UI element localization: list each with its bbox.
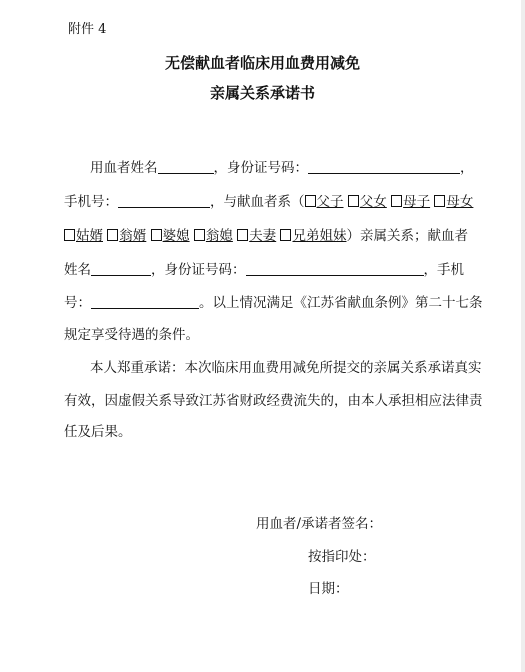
checkbox-father-daughter[interactable]: [348, 195, 359, 207]
donor-phone-line: [64, 291, 483, 311]
checkbox-mother-in-law-daughter-in-law[interactable]: [151, 229, 162, 241]
signer-label: 用血者/承诺者签名：: [256, 516, 383, 532]
fingerprint-label: 按指印处：: [308, 549, 376, 565]
pledge-line2: 有效，因虚假关系导致江苏省财政经费流失的，由本人承担相应法律责: [64, 393, 483, 409]
donor-info-line: [64, 258, 464, 278]
option-siblings: 兄弟姐妹: [292, 228, 347, 244]
donor-name-blank[interactable]: [91, 261, 151, 276]
option-mother-daughter: 母女: [446, 194, 474, 210]
checkbox-spouse[interactable]: [237, 229, 248, 241]
pledge-line3: 任及后果。: [64, 424, 132, 440]
donor-id-label: ，身份证号码：: [151, 262, 246, 278]
recipient-name-label: 用血者姓名: [90, 160, 158, 176]
option-father-in-law-son-in-law: 翁婿: [119, 228, 147, 244]
checkbox-siblings[interactable]: [280, 229, 291, 241]
recipient-name-blank[interactable]: [158, 159, 214, 174]
checkbox-father-in-law-son-in-law[interactable]: [107, 229, 118, 241]
recipient-info-line: [90, 156, 474, 176]
pledge-line1: 本人郑重承诺：本次临床用血费用减免所提交的亲属关系承诺真实: [90, 360, 482, 376]
donor-name-label: 姓名: [64, 262, 91, 278]
checkbox-father-in-law-daughter-in-law[interactable]: [194, 229, 205, 241]
checkbox-mother-daughter[interactable]: [434, 195, 445, 207]
condition-text-line2: 规定享受待遇的条件。: [64, 327, 199, 343]
checkbox-aunt-husband[interactable]: [64, 229, 75, 241]
line-end-comma: ，: [460, 160, 474, 176]
recipient-id-label: ，身份证号码：: [213, 160, 308, 176]
relation-options-line: [64, 224, 468, 244]
recipient-phone-line: [64, 190, 473, 210]
relation-label: ，与献血者系（: [210, 194, 305, 210]
annex-label: 附件 4: [68, 22, 107, 37]
donor-phone-label: 号：: [64, 295, 91, 311]
option-mother-in-law-daughter-in-law: 婆媳: [162, 228, 190, 244]
document-title-line1: 无偿献血者临床用血费用减免: [164, 54, 360, 72]
option-father-daughter: 父女: [359, 194, 387, 210]
relation-close-text: ）亲属关系；献血者: [346, 228, 468, 244]
donor-phone-blank[interactable]: [91, 294, 199, 309]
condition-text: 。以上情况满足《江苏省献血条例》第二十七条: [199, 295, 483, 311]
option-aunt-husband: 姑婿: [76, 228, 103, 244]
donor-phone-comma: ，手机: [423, 262, 464, 278]
option-spouse: 夫妻: [249, 228, 277, 244]
checkbox-mother-son[interactable]: [391, 195, 402, 207]
option-father-in-law-daughter-in-law: 翁媳: [205, 228, 233, 244]
checkbox-father-son[interactable]: [305, 195, 316, 207]
recipient-phone-blank[interactable]: [118, 193, 210, 208]
option-father-son: 父子: [316, 194, 344, 210]
recipient-id-blank[interactable]: [308, 159, 460, 174]
document-title-line2: 亲属关系承诺书: [209, 84, 315, 102]
donor-id-blank[interactable]: [246, 261, 424, 276]
option-mother-son: 母子: [403, 194, 431, 210]
recipient-phone-label: 手机号：: [64, 194, 118, 210]
date-label: 日期：: [308, 581, 349, 597]
